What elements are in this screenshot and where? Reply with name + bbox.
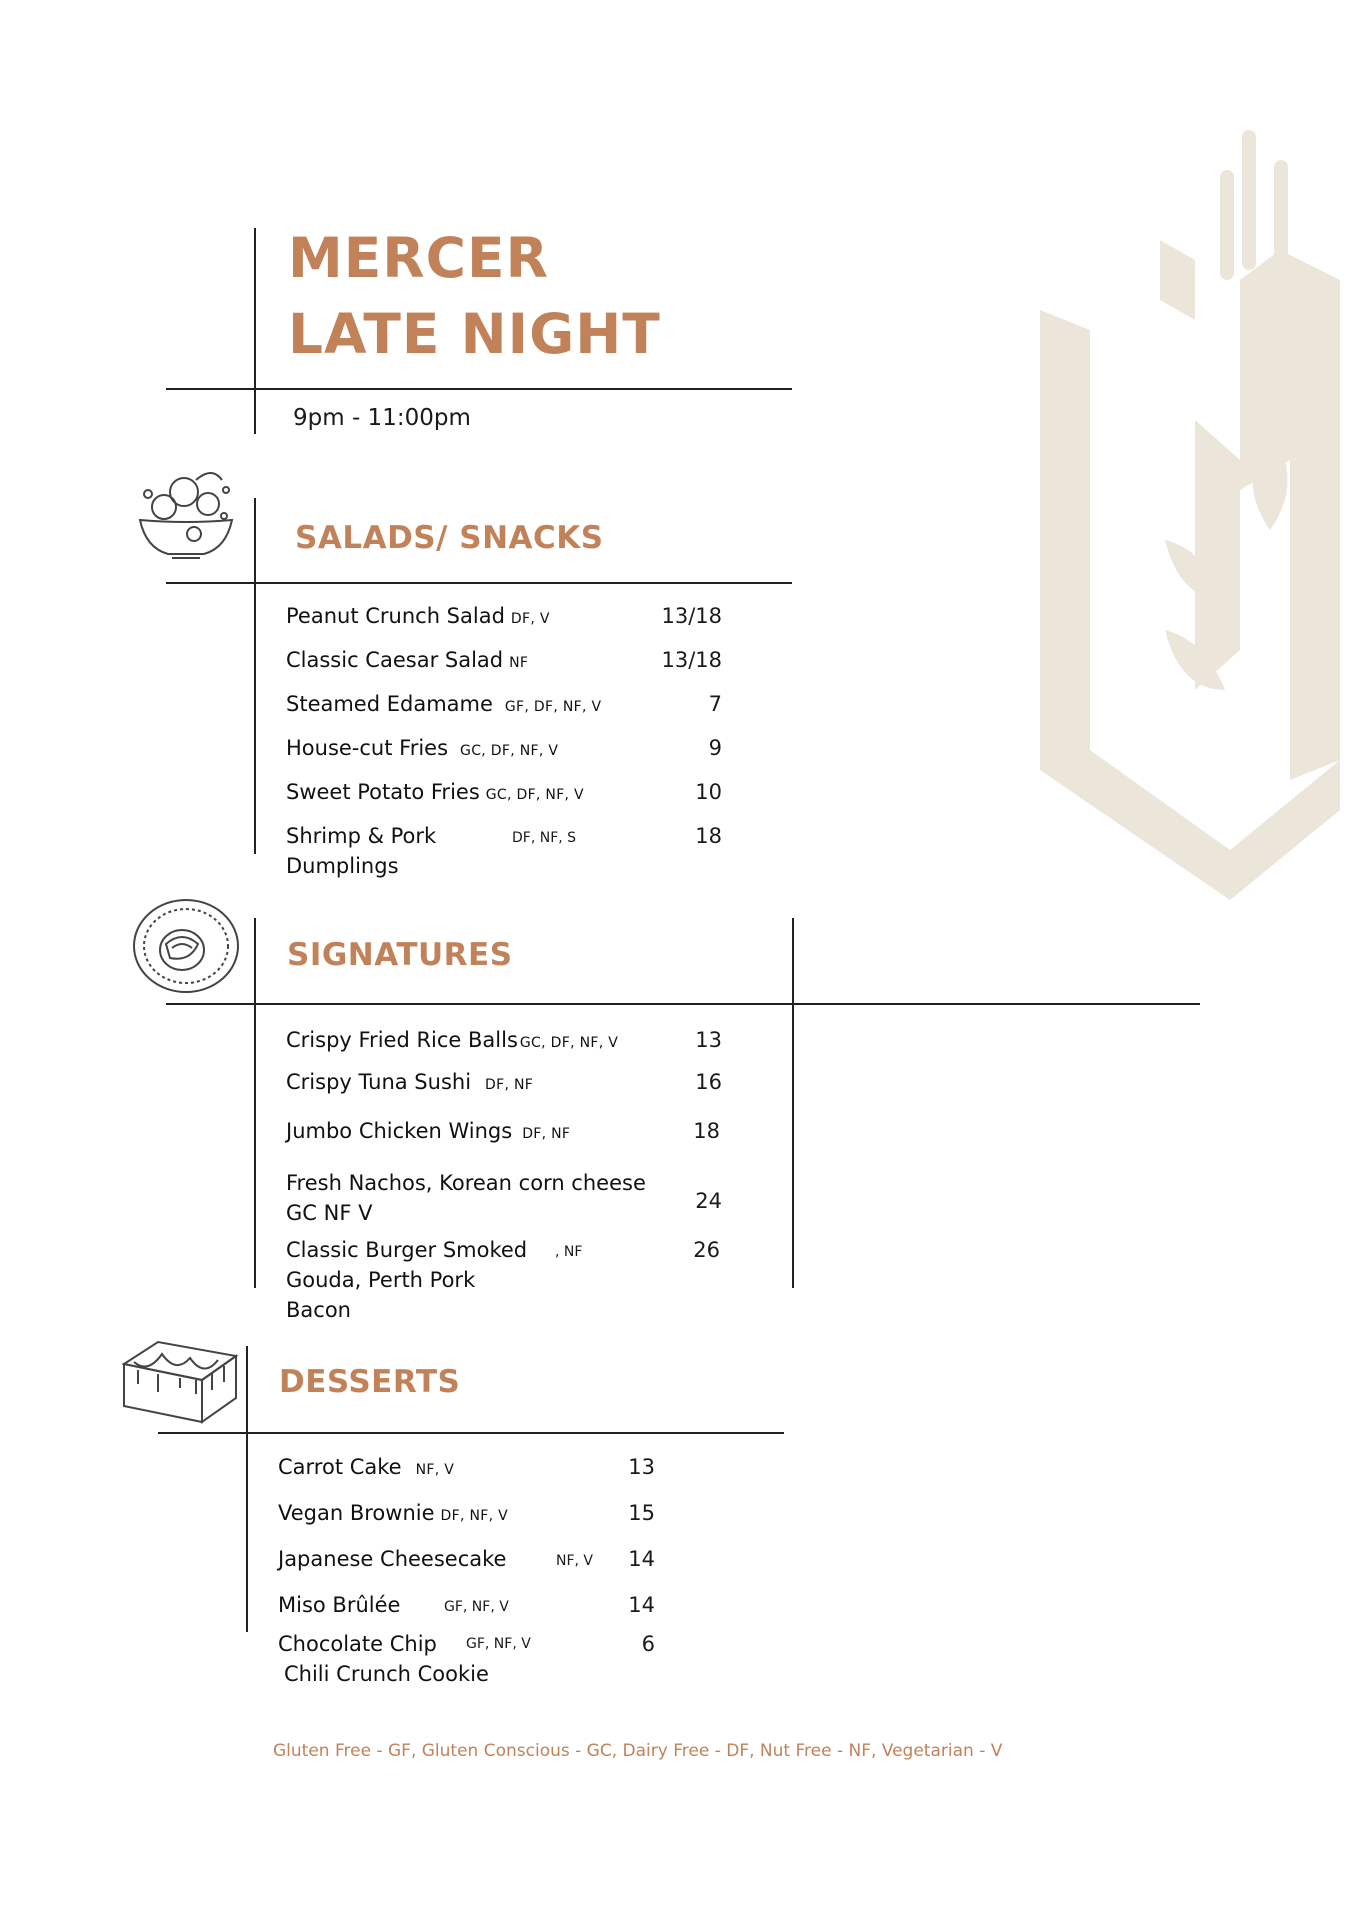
item-name: House-cut Fries — [286, 736, 449, 760]
menu-item — [286, 601, 550, 634]
service-hours: 9pm - 11:00pm — [293, 405, 471, 431]
wheat-logo-icon — [1040, 130, 1340, 900]
item-name: Steamed Edamame — [286, 692, 493, 716]
item-price: 6 — [641, 1632, 655, 1656]
item-price: 16 — [695, 1070, 722, 1094]
item-name: Chocolate Chip — [278, 1632, 437, 1656]
menu-item — [286, 1025, 618, 1058]
item-tags: NF — [509, 655, 529, 671]
menu-item — [286, 777, 584, 810]
section-heading-signatures: SIGNATURES — [287, 937, 513, 973]
item-tags: GC, DF, NF, V — [519, 1035, 619, 1051]
item-name-continued: GC NF V — [286, 1201, 373, 1225]
item-name: Japanese Cheesecake — [278, 1547, 507, 1571]
item-price: 24 — [695, 1189, 722, 1213]
menu-title-line2: LATE NIGHT — [288, 302, 661, 366]
brownie-icon — [118, 1334, 242, 1430]
item-name: Sweet Potato Fries — [286, 780, 480, 804]
menu-item — [286, 821, 436, 851]
dietary-legend: Gluten Free - GF, Gluten Conscious - GC, Dairy Free - DF, Nut Free - NF, Vegetarian - V — [273, 1741, 1003, 1761]
menu-item — [286, 1235, 527, 1265]
item-name: Classic Caesar Salad — [286, 648, 504, 672]
item-tags: GF, NF, V — [444, 1599, 509, 1615]
item-name: Jumbo Chicken Wings — [286, 1119, 513, 1143]
desserts-divider-horizontal — [158, 1432, 784, 1434]
menu-item — [286, 1168, 646, 1198]
menu-item — [286, 1116, 570, 1149]
item-name: Shrimp & Pork — [286, 824, 437, 848]
item-name-continued: Dumplings — [286, 854, 399, 878]
item-price: 18 — [693, 1119, 720, 1143]
item-name: Carrot Cake — [278, 1455, 402, 1479]
item-name: Peanut Crunch Salad — [286, 604, 505, 628]
item-tags: GF, DF, NF, V — [504, 699, 602, 715]
item-name: Miso Brûlée — [278, 1593, 401, 1617]
item-price: 13 — [695, 1028, 722, 1052]
item-tags: GF, NF, V — [466, 1636, 531, 1652]
section-heading-desserts: DESSERTS — [279, 1364, 461, 1400]
item-price: 26 — [693, 1238, 720, 1262]
menu-item — [286, 733, 558, 766]
signatures-divider-right — [792, 918, 794, 1288]
menu-item — [278, 1452, 454, 1485]
section-heading-salads: SALADS/ SNACKS — [295, 520, 604, 556]
item-price: 13 — [628, 1455, 655, 1479]
item-name: Fresh Nachos, Korean corn cheese — [286, 1171, 646, 1195]
item-price: 9 — [708, 736, 722, 760]
menu-item — [278, 1544, 506, 1574]
item-tags: DF, NF — [522, 1126, 571, 1142]
item-price: 10 — [695, 780, 722, 804]
item-tags: , NF — [555, 1244, 583, 1260]
item-name: Crispy Fried Rice Balls — [286, 1028, 518, 1052]
item-price: 13/18 — [661, 604, 722, 628]
signatures-divider-horizontal — [166, 1003, 1200, 1005]
item-price: 13/18 — [661, 648, 722, 672]
salad-bowl-icon — [134, 462, 238, 562]
item-name-continued: Chili Crunch Cookie — [284, 1662, 489, 1686]
item-name: Crispy Tuna Sushi — [286, 1070, 472, 1094]
signatures-divider-vertical — [254, 918, 256, 1288]
item-name: Vegan Brownie — [278, 1501, 435, 1525]
menu-item — [278, 1629, 437, 1659]
item-tags: NF, V — [415, 1462, 455, 1478]
item-price: 7 — [708, 692, 722, 716]
menu-title-line1: MERCER — [288, 226, 549, 290]
item-tags: GC, DF, NF, V — [460, 743, 559, 759]
item-price: 15 — [628, 1501, 655, 1525]
sushi-roll-icon — [130, 896, 242, 996]
menu-item — [286, 689, 601, 722]
item-name-continued: Bacon — [286, 1298, 351, 1322]
item-price: 14 — [628, 1593, 655, 1617]
item-tags: DF, NF, S — [512, 830, 577, 846]
header-divider-vertical — [254, 228, 256, 434]
item-tags: NF, V — [556, 1553, 594, 1569]
menu-item — [278, 1498, 508, 1531]
menu-item — [286, 645, 528, 678]
item-price: 18 — [695, 824, 722, 848]
item-tags: GC, DF, NF, V — [485, 787, 584, 803]
desserts-divider-vertical — [246, 1346, 248, 1632]
item-tags: DF, NF, V — [440, 1508, 508, 1524]
item-tags: DF, V — [510, 611, 550, 627]
header-divider-horizontal — [166, 388, 792, 390]
salads-divider-horizontal — [166, 582, 792, 584]
item-price: 14 — [628, 1547, 655, 1571]
menu-item — [278, 1590, 400, 1620]
item-name: Classic Burger Smoked — [286, 1238, 528, 1262]
salads-divider-vertical — [254, 498, 256, 854]
menu-item — [286, 1067, 533, 1100]
item-name-continued: Gouda, Perth Pork — [286, 1268, 476, 1292]
item-tags: DF, NF — [485, 1077, 534, 1093]
